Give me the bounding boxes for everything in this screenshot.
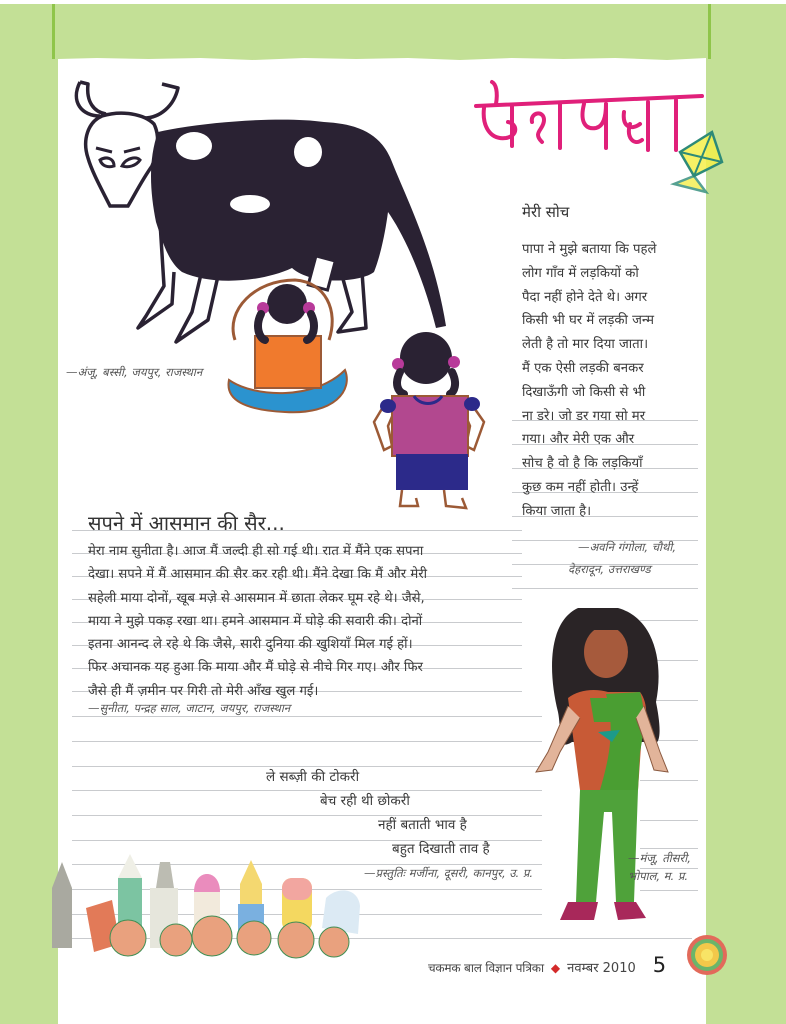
page-number: 5 bbox=[652, 953, 667, 977]
body-line: किसी भी घर में लड़की जन्म bbox=[522, 313, 654, 329]
body-line: पापा ने मुझे बताया कि पहले bbox=[522, 242, 657, 257]
body-line: जैसे ही मैं ज़मीन पर गिरी तो मेरी आँख खुल गई। bbox=[88, 683, 319, 699]
body-line: किया जाता है। bbox=[522, 503, 592, 519]
girl-standing-drawing bbox=[370, 322, 490, 514]
diamond-icon: ◆ bbox=[550, 961, 561, 975]
girl-milking-drawing bbox=[225, 270, 360, 415]
body-line: मेरा नाम सुनीता है। आज मैं जल्दी ही सो गई थी। रात में मैंने एक सपना bbox=[88, 544, 424, 559]
body-line: लेती है तो मार दिया जाता। bbox=[522, 337, 649, 353]
top-white-strip bbox=[0, 0, 786, 4]
poem-credit: —प्रस्तुतिः मर्जीना, दूसरी, कानपुर, उ. प्र. bbox=[364, 866, 534, 880]
body-line: पैदा नहीं होने देते थे। अगर bbox=[522, 289, 648, 305]
poem-line: ले सब्ज़ी की टोकरी bbox=[266, 769, 360, 785]
right-fold-line bbox=[708, 4, 711, 59]
body-line: इतना आनन्द ले रहे थे कि जैसे, सारी दुनिया की खुशियाँ मिल गई हों। bbox=[88, 637, 413, 653]
poem-line: नहीं बताती भाव है bbox=[378, 817, 467, 833]
issue-date: नवम्बर 2010 bbox=[567, 961, 636, 976]
right-article-body bbox=[522, 238, 690, 524]
kite-drawing bbox=[670, 128, 730, 198]
left-fold-line bbox=[52, 4, 55, 59]
poem-line: बेच रही थी छोकरी bbox=[320, 793, 410, 809]
body-line: माया ने मुझे पकड़ रखा था। हमने आसमान में घोड़े की सवारी की। दोनों bbox=[88, 613, 423, 629]
body-line: गया। और मेरी एक और bbox=[522, 432, 635, 448]
girl-drawing-credit-line2: भोपाल, म. प्र. bbox=[628, 869, 689, 883]
body-line: सोच है वो है कि लड़कियाँ bbox=[522, 456, 643, 472]
rosette-ornament-icon bbox=[686, 934, 728, 976]
poem-line: बहुत दिखाती ताव है bbox=[392, 841, 490, 857]
girl-drawing-credit-line1: —मंजू, तीसरी, bbox=[628, 851, 691, 865]
body-line: कुछ कम नहीं होती। उन्हें bbox=[522, 479, 639, 495]
right-article-credit-line1: —अवनि गंगोला, चौथी, bbox=[578, 540, 676, 554]
body-line: देखा। सपने में मैं आसमान की सैर कर रही थी। मैंने देखा कि मैं और मेरी bbox=[88, 567, 428, 583]
body-line: दिखाऊँगी जो किसी से भी bbox=[522, 384, 646, 400]
body-line: ना डरे। जो डर गया सो मर bbox=[522, 408, 646, 424]
body-line: फिर अचानक यह हुआ कि माया और मैं घोड़े से नीचे गिर गए। और फिर bbox=[88, 660, 423, 676]
right-article-credit-line2: देहरादून, उत्तराखण्ड bbox=[568, 562, 651, 576]
body-line: सहेली माया दोनों, खूब मज़े से आसमान में छाता लेकर घूम रहे थे। जैसे, bbox=[88, 590, 425, 606]
cow-drawing-credit: —अंजू, बस्सी, जयपुर, राजस्थान bbox=[66, 365, 203, 379]
right-article-heading: मेरी सोच bbox=[522, 203, 570, 221]
stationery-illustration bbox=[48, 848, 368, 968]
page-footer bbox=[428, 953, 666, 977]
story-title: सपने में आसमान की सैर... bbox=[88, 511, 285, 535]
story-body bbox=[88, 540, 503, 703]
body-line: मैं एक ऐसी लड़की बनकर bbox=[522, 360, 644, 376]
body-line: लोग गाँव में लड़कियों को bbox=[522, 265, 639, 281]
story-credit: —सुनीता, पन्द्रह साल, जाटान, जयपुर, राजस्थान bbox=[88, 701, 291, 715]
magazine-name: चकमक बाल विज्ञान पत्रिका bbox=[428, 961, 544, 975]
